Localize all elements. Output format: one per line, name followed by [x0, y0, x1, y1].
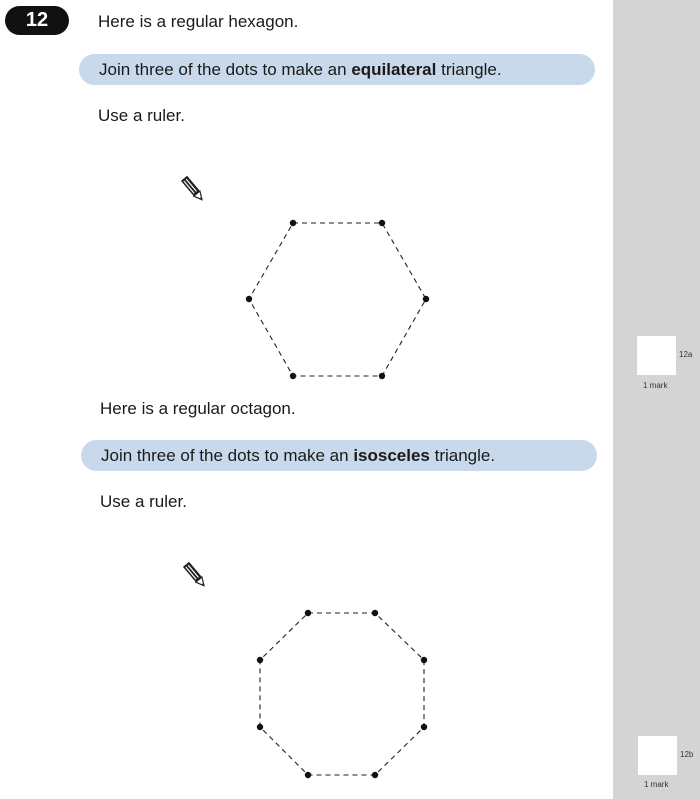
- mark-box-12b[interactable]: [638, 736, 677, 775]
- octagon-dot[interactable]: [257, 657, 263, 663]
- instruction-b-bold: isosceles: [353, 446, 430, 465]
- instruction-a-prefix: Join three of the dots to make an: [99, 60, 352, 79]
- mark-label-12a: 1 mark: [643, 381, 668, 390]
- octagon-dot[interactable]: [372, 610, 378, 616]
- part-label-12b: 12b: [680, 750, 694, 759]
- instruction-b-suffix: triangle.: [429, 446, 496, 465]
- mark-label-12b: 1 mark: [644, 780, 669, 789]
- question-number-badge: 12: [5, 6, 69, 35]
- marking-margin: [613, 0, 700, 799]
- octagon-dot[interactable]: [421, 724, 427, 730]
- part-label-12a: 12a: [679, 350, 693, 359]
- octagon-dot[interactable]: [372, 772, 378, 778]
- octagon-dot[interactable]: [257, 724, 263, 730]
- instruction-a-bold: equilateral: [351, 60, 437, 79]
- ruler-note-a: Use a ruler.: [98, 106, 185, 125]
- octagon-outline: [260, 613, 424, 775]
- instruction-a-suffix: triangle.: [436, 60, 502, 79]
- octagon-dot[interactable]: [421, 657, 427, 663]
- mark-box-12a[interactable]: [637, 336, 676, 375]
- instruction-b-prefix: Join three of the dots to make an: [101, 446, 354, 465]
- octagon-dot[interactable]: [305, 610, 311, 616]
- octagon-intro: Here is a regular octagon.: [100, 399, 296, 418]
- hexagon-intro: Here is a regular hexagon.: [98, 12, 299, 31]
- ruler-note-b: Use a ruler.: [100, 492, 187, 511]
- octagon-dot[interactable]: [305, 772, 311, 778]
